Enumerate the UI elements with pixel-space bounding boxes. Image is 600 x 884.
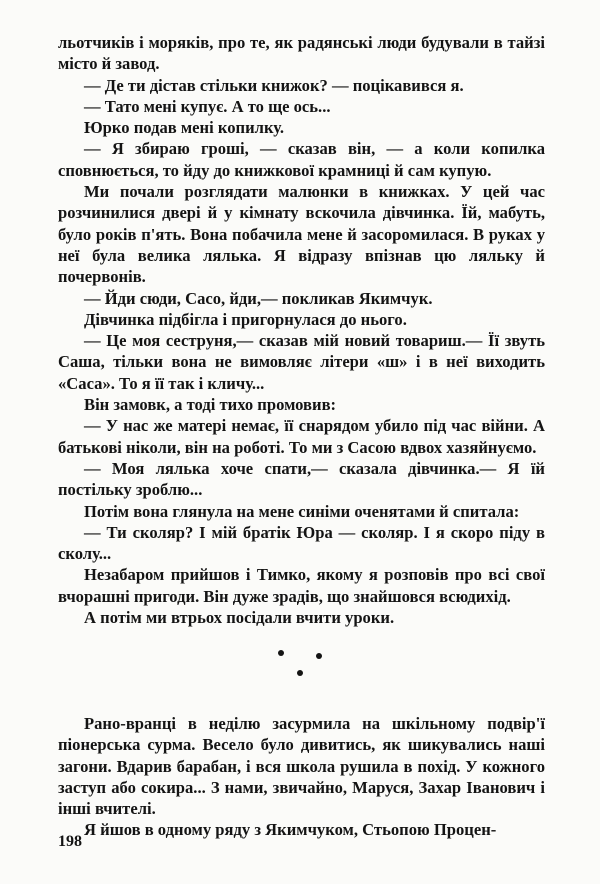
- paragraph: — Де ти дістав стільки книжок? — поцікавився я.: [84, 75, 464, 95]
- paragraph: — Ти сколяр? І мій братік Юра — сколяр. І я скоро піду в сколу...: [58, 522, 545, 564]
- paragraph: — Я збираю гроші, — сказав він, — а коли копилка сповнюється, то йду до книжкової крамниці й сам купую.: [58, 139, 545, 180]
- section-break-asterism: [268, 648, 332, 688]
- paragraph: Він замовк, а тоді тихо промовив:: [84, 395, 337, 415]
- paragraph: Рано-вранці в неділю засурмила на шкільному подвір'ї піонерська сурма. Весело було дивитись, як шикувались наші загони. Вдарив барабан, і вся школа рушила в похід. У кожного заступ або сокира... З нами, звичайно, Маруся, Захар Іванович і інші вчителі.: [58, 714, 545, 819]
- paragraph: Незабаром прийшов і Тимко, якому я розповів про всі свої вчорашні пригоди. Він дуже зрадів, що знайшовся всюдихід.: [58, 565, 545, 606]
- paragraph: Юрко подав мені копилку.: [84, 118, 285, 138]
- paragraph: — Йди сюди, Сасо, йди,— покликав Якимчук.: [84, 288, 433, 308]
- text-block-bottom: [58, 713, 545, 841]
- paragraph: Потім вона глянула на мене синіми оченятами й спитала:: [84, 501, 520, 521]
- page-number: 198: [58, 833, 82, 850]
- paragraph: Дівчинка підбігла і пригорнулася до нього.: [84, 309, 407, 329]
- asterism-dot: [278, 650, 284, 656]
- paragraph: — Моя лялька хоче спати,— сказала дівчинка.— Я їй постільку зроблю...: [58, 458, 545, 500]
- paragraph: — У нас же матері немає, її снарядом убило під час війни. А батькові ніколи, він на роботі. То ми з Сасою вдвох хазяйнуємо.: [58, 416, 545, 457]
- asterism-dot: [297, 670, 303, 676]
- paragraph: — Тато мені купує. А то ще ось...: [84, 96, 331, 116]
- paragraph: Я йшов в одному ряду з Якимчуком, Стьопою Процен-: [84, 820, 497, 840]
- paragraph: А потім ми втрьох посідали вчити уроки.: [84, 608, 395, 628]
- paragraph: — Це моя сеструня,— сказав мій новий товариш.— Її звуть Саша, тільки вона не вимовляє літери «ш» і в неї виходить «Саса». То я її так і кличу...: [58, 331, 545, 393]
- text-block-top: [58, 32, 545, 628]
- paragraph: Ми почали розглядати малюнки в книжках. У цей час розчинилися двері й у кімнату вскочила дівчинка. Їй, мабуть, було років п'ять. Вона побачила мене й засоромилася. В руках у неї була велика лялька. Я відразу впізнав цю ляльку й почервонів.: [58, 182, 545, 287]
- paragraph: льотчиків і моряків, про те, як радянські люди будували в тайзі місто й завод.: [58, 33, 545, 74]
- asterism-dot: [316, 653, 322, 659]
